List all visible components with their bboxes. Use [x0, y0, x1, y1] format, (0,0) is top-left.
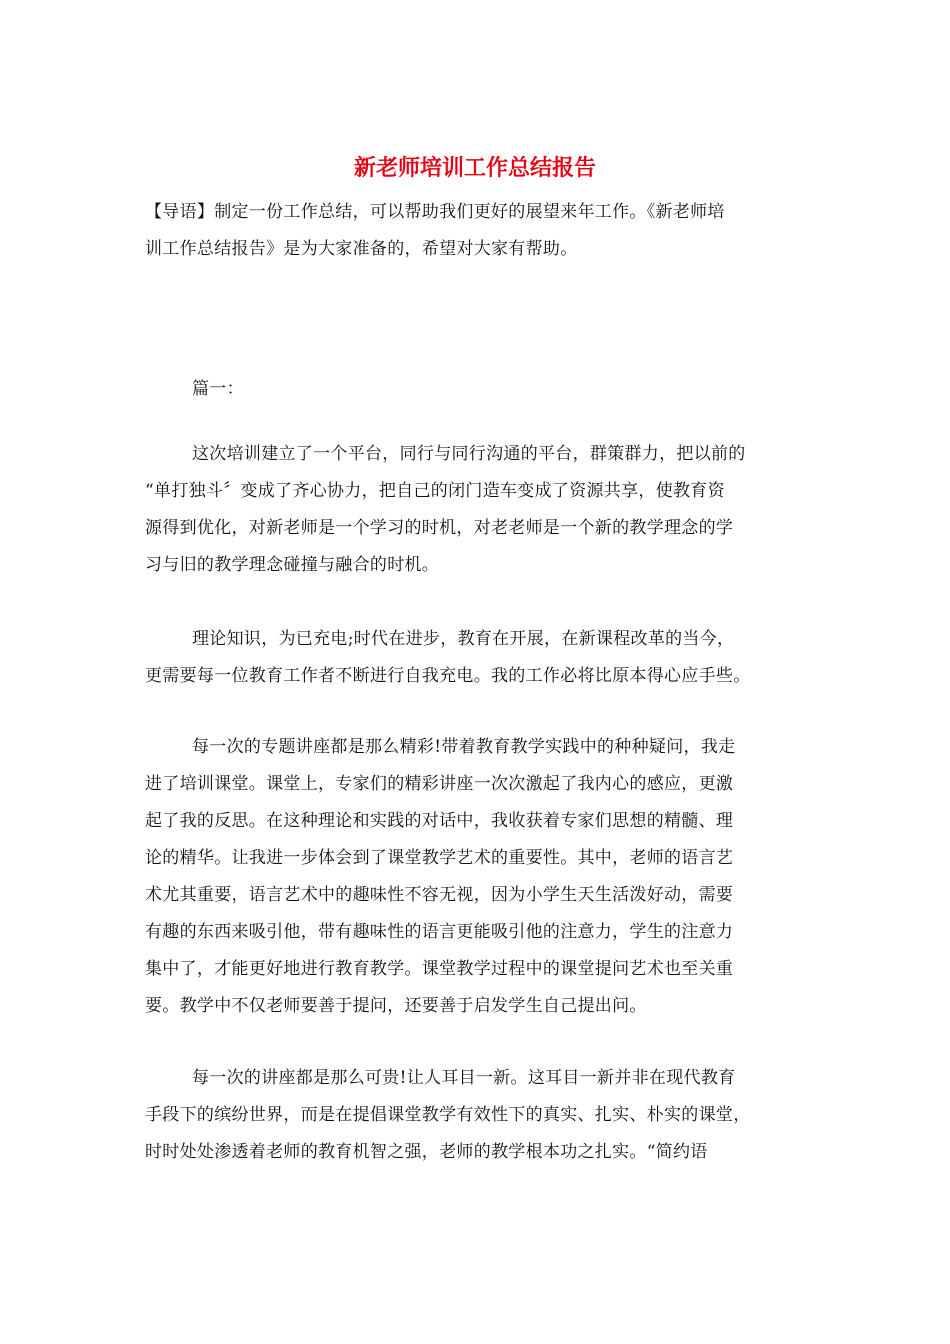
paragraph-line: “单打独斗〞变成了齐心协力，把自己的闭门造车变成了资源共享，使教育资	[145, 481, 725, 501]
paragraph-line: 手段下的缤纷世界，而是在提倡课堂教学有效性下的真实、扎实、朴实的课堂，	[145, 1105, 751, 1125]
document-title: 新老师培训工作总结报告	[353, 155, 596, 181]
paragraph-line: 源得到优化，对新老师是一个学习的时机，对老老师是一个新的教学理念的学	[145, 518, 734, 538]
intro-line: 训工作总结报告》是为大家准备的，希望对大家有帮助。	[145, 239, 578, 259]
paragraph-line: 理论知识，为已充电;时代在进步，教育在开展，在新课程改革的当今，	[192, 629, 735, 649]
paragraph-2	[145, 621, 807, 695]
paragraph-line: 术尤其重要，语言艺术中的趣味性不容无视，因为小学生天生活泼好动，需要	[145, 885, 734, 905]
intro-line: 【导语】制定一份工作总结，可以帮助我们更好的展望来年工作。《新老师培	[145, 202, 725, 222]
paragraph-line: 更需要每一位教育工作者不断进行自我充电。我的工作必将比原本得心应手些。	[145, 666, 751, 686]
paragraph-line: 习与旧的教学理念碰撞与融合的时机。	[145, 555, 440, 575]
paragraph-line: 有趣的东西来吸引他，带有趣味性的语言更能吸引他的注意力，学生的注意力	[145, 922, 734, 942]
paragraph-line: 每一次的专题讲座都是那么精彩!带着教育教学实践中的种种疑问，我走	[192, 737, 736, 757]
paragraph-line: 要。教学中不仅老师要善于提问，还要善于启发学生自己提出问。	[145, 996, 647, 1016]
section-label: 篇一：	[192, 379, 244, 399]
paragraph-1	[145, 436, 807, 584]
paragraph-line: 这次培训建立了一个平台，同行与同行沟通的平台，群策群力，把以前的	[192, 444, 746, 464]
paragraph-line: 进了培训课堂。课堂上，专家们的精彩讲座一次次激起了我内心的感应，更激	[145, 774, 734, 794]
paragraph-line: 论的精华。让我进一步体会到了课堂教学艺术的重要性。其中，老师的语言艺	[145, 848, 734, 868]
paragraph-line: 集中了，才能更好地进行教育教学。课堂教学过程中的课堂提问艺术也至关重	[145, 959, 734, 979]
paragraph-line: 起了我的反思。在这种理论和实践的对话中，我收获着专家们思想的精髓、理	[145, 811, 734, 831]
paragraph-line: 每一次的讲座都是那么可贵!让人耳目一新。这耳目一新并非在现代教育	[192, 1068, 736, 1088]
paragraph-3	[145, 729, 807, 1025]
paragraph-line: 时时处处渗透着老师的教育机智之强，老师的教学根本功之扎实。“简约语	[145, 1142, 708, 1162]
section-heading	[145, 371, 807, 408]
intro-paragraph	[145, 194, 807, 268]
paragraph-4	[145, 1060, 807, 1171]
